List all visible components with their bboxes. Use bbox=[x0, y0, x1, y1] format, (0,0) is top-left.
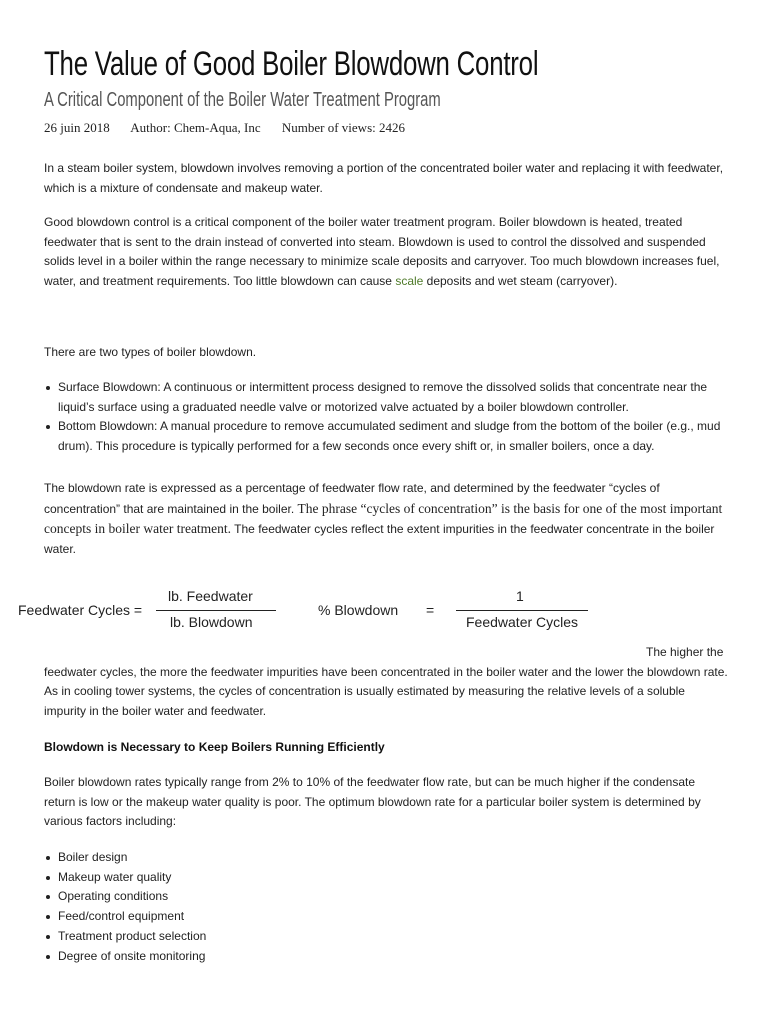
bullet-icon bbox=[46, 876, 50, 880]
list-item bbox=[44, 378, 728, 417]
list-item-text: Bottom Blowdown: A manual procedure to remove accumulated sediment and sludge from the bottom of the boiler (e.g., mud drum). This procedure is typically performed for a few seconds once every shift or, in smaller boilers, once a day. bbox=[58, 419, 721, 454]
list-item bbox=[44, 848, 728, 868]
formula-right-numerator: 1 bbox=[516, 588, 524, 604]
paragraph-text: deposits and wet steam (carryover). bbox=[423, 274, 618, 289]
paragraph-intro: In a steam boiler system, blowdown involves removing a portion of the concentrated boiler water and replacing it with feedwater, which is a mixture of condensate and makeup water. bbox=[44, 161, 724, 195]
bullet-icon bbox=[46, 856, 50, 860]
article-meta bbox=[44, 120, 423, 136]
bullet-icon bbox=[46, 425, 50, 429]
paragraph-blowdown-control bbox=[44, 213, 728, 292]
bullet-icon bbox=[46, 955, 50, 959]
list-item-text: Boiler design bbox=[58, 850, 128, 864]
blowdown-types-list bbox=[44, 378, 728, 457]
paragraph-text: The blowdown rate is expressed as a percentage of feedwater flow rate, and determined by the feedwater “cycles of concentration” that are maintained in the boiler. bbox=[44, 481, 660, 516]
list-item-text: Makeup water quality bbox=[58, 869, 172, 884]
list-item bbox=[44, 887, 728, 907]
factors-list bbox=[44, 848, 728, 966]
article-date: 26 juin 2018 bbox=[44, 120, 110, 135]
list-item bbox=[44, 417, 728, 456]
list-item bbox=[44, 947, 728, 967]
formula-left-label: Feedwater Cycles = bbox=[18, 602, 143, 618]
cycles-formula bbox=[18, 588, 618, 636]
paragraph-blowdown-rates: Boiler blowdown rates typically range from 2% to 10% of the feedwater flow rate, but can be much higher if the condensate return is low or the makeup water quality is poor. The optimum blowdown rate for a particular boiler system is determined by various factors including: bbox=[44, 775, 701, 829]
list-item-text: Treatment product selection bbox=[58, 928, 207, 943]
bullet-icon bbox=[46, 895, 50, 899]
list-item bbox=[44, 868, 728, 888]
formula-right-denominator: Feedwater Cycles bbox=[466, 614, 579, 630]
page-title: The Value of Good Boiler Blowdown Control bbox=[44, 45, 539, 83]
article-views: Number of views: 2426 bbox=[281, 120, 405, 135]
article-author: Author: Chem-Aqua, Inc bbox=[130, 120, 261, 135]
scale-link[interactable]: scale bbox=[395, 274, 424, 289]
page-subtitle: A Critical Component of the Boiler Water Treatment Program bbox=[44, 89, 441, 111]
list-item bbox=[44, 907, 728, 927]
fraction-bar bbox=[456, 610, 588, 611]
paragraph-blowdown-rate bbox=[44, 479, 728, 560]
paragraph-text: The feedwater cycles reflect the extent impurities in the feedwater concentrate in the boiler water. bbox=[44, 522, 715, 557]
paragraph-text: Good blowdown control is a critical component of the boiler water treatment program. Boiler blowdown is heated, treated feedwater that is sent to the drain instead of converted into steam. Blowdown is used to control the dissolved and suspended solids level in a boiler within the range necessary to minimize scale deposits and carryover. Too much blowdown increases fuel, water, and treatment requirements. Too little blowdown can cause bbox=[44, 215, 720, 289]
list-item bbox=[44, 927, 728, 947]
bullet-icon bbox=[46, 386, 50, 390]
formula-left-denominator: lb. Blowdown bbox=[170, 614, 253, 630]
list-item-text: Operating conditions bbox=[58, 889, 169, 904]
paragraph-feedwater-cycles: The higher the feedwater cycles, the more the feedwater impurities have been concentrated in the boiler water and the lower the blowdown rate. As in cooling tower systems, the cycles of concentration is usually estimated by measuring the relative levels of a soluble impurity in the boiler water and feedwater. bbox=[44, 645, 728, 719]
formula-equals: = bbox=[426, 602, 435, 618]
list-item-text: Surface Blowdown: A continuous or intermittent process designed to remove the dissolved solids that concentrate near the liquid’s surface using a graduated needle valve or motorized valve actuated by a boiler blowdown controller. bbox=[58, 380, 708, 414]
bullet-icon bbox=[46, 915, 50, 919]
formula-left-numerator: lb. Feedwater bbox=[168, 588, 253, 604]
formula-right-label: % Blowdown bbox=[318, 602, 399, 618]
section-heading: Blowdown is Necessary to Keep Boilers Running Efficiently bbox=[44, 740, 385, 754]
paragraph-serif-text: The phrase “cycles of concentration” is the basis for one of the most important concepts in boiler water treatment. bbox=[44, 500, 723, 537]
bullet-icon bbox=[46, 935, 50, 939]
fraction-bar bbox=[156, 610, 276, 611]
paragraph-types-intro: There are two types of boiler blowdown. bbox=[44, 345, 257, 359]
list-item-text: Degree of onsite monitoring bbox=[58, 948, 206, 963]
list-item-text: Feed/control equipment bbox=[58, 909, 185, 924]
